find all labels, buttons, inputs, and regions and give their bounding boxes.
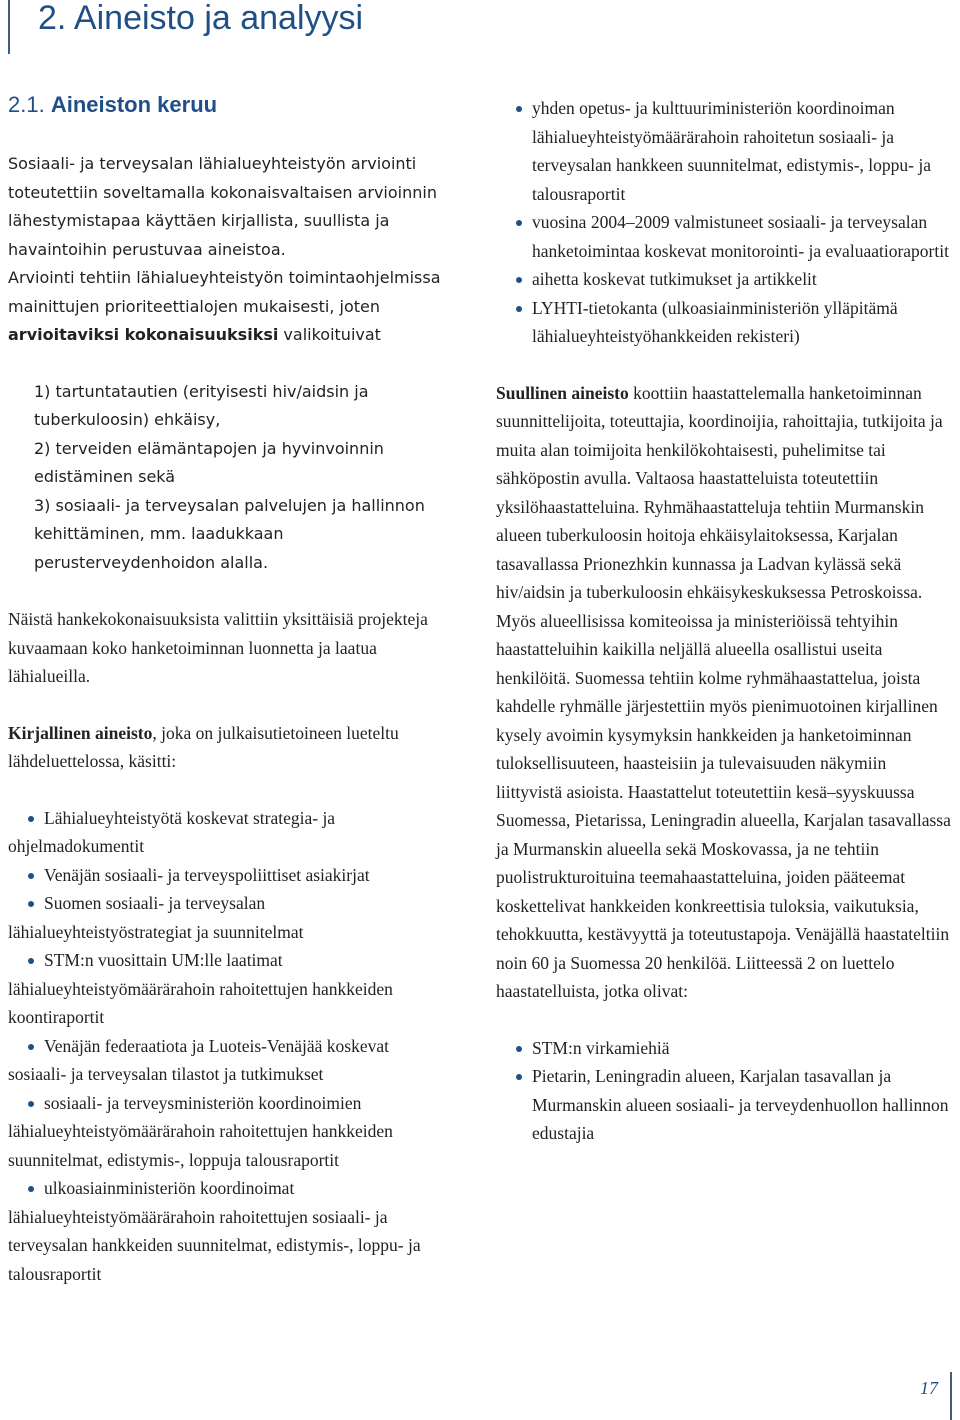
bullet-icon [516, 306, 522, 312]
bullet-icon [28, 1186, 34, 1192]
list-item: Venäjän sosiaali- ja terveyspoliittiset asiakirjat [8, 861, 448, 890]
right-column [496, 94, 956, 1148]
priority-list [34, 378, 448, 578]
section-name: Aineiston keruu [50, 92, 218, 117]
paragraph-2: Arviointi tehtiin lähialueyhteistyön toimintaohjelmissa mainittujen prioriteettialojen mukaisesti, joten arvioitaviksi kokonaisuuksiksi valikoituivat [8, 268, 441, 344]
list-item: aihetta koskevat tutkimukset ja artikkelit [496, 265, 956, 294]
list-item: Lähialueyhteistyötä koskevat strategia- ja ohjelmadokumentit [8, 807, 336, 856]
list-item: ulkoasiainministeriön koordinoimat lähialueyhteistyömäärärahoin rahoitettujen sosiaali- ja terveysalan hankkeiden suunnitelmat, edistymis-, loppu- ja talousraportit [8, 1178, 421, 1284]
list-item: 2) terveiden elämäntapojen ja hyvinvoinnin edistäminen sekä [34, 438, 384, 486]
bullet-icon [28, 958, 34, 964]
bullet-icon [28, 1044, 34, 1050]
page-number-rule [950, 1372, 952, 1420]
list-item: Pietarin, Leningradin alueen, Karjalan tasavallan ja Murmanskin alueen sosiaali- ja terveydenhuollon hallinnon edustajia [496, 1062, 956, 1148]
bullet-icon [516, 1074, 522, 1080]
written-material-list-cont [496, 94, 956, 351]
paragraph-4: Kirjallinen aineisto, joka on julkaisutietoineen lueteltu lähdeluettelossa, käsitti: [8, 722, 399, 771]
list-item: vuosina 2004–2009 valmistuneet sosiaali- ja terveysalan hanketoimintaa koskevat monitorointi- ja evaluaatioraportit [496, 208, 956, 265]
list-item: Venäjän federaatiota ja Luoteis-Venäjää koskevat sosiaali- ja terveysalan tilastot ja tutkimukset [8, 1035, 389, 1084]
left-column [8, 150, 448, 1288]
written-material-list [8, 804, 448, 1289]
list-item: LYHTI-tietokanta (ulkoasiainministeriön ylläpitämä lähialueyhteistyöhankkeiden rekisteri) [496, 294, 956, 351]
bullet-icon [28, 901, 34, 907]
chapter-title: 2. Aineisto ja analyysi [38, 0, 364, 37]
left-margin-rule [8, 0, 10, 54]
bullet-icon [28, 873, 34, 879]
paragraph-3: Näistä hankekokonaisuuksista valittiin yksittäisiä projekteja kuvaamaan koko hanketoiminnan luonnetta ja laatua lähialueilla. [8, 609, 428, 686]
bullet-icon [516, 106, 522, 112]
bullet-icon [28, 816, 34, 822]
page-number: 17 [920, 1378, 938, 1398]
bullet-icon [516, 220, 522, 226]
list-item: STM:n vuosittain UM:lle laatimat lähialueyhteistyömäärärahoin rahoitettujen hankkeiden koontiraportit [8, 950, 393, 1027]
list-item: 3) sosiaali- ja terveysalan palvelujen ja hallinnon kehittäminen, mm. laadukkaan perusterveydenhoidon alalla. [34, 495, 425, 572]
section-number: 2.1. [8, 92, 45, 117]
list-item: Suomen sosiaali- ja terveysalan lähialueyhteistyöstrategiat ja suunnitelmat [8, 893, 304, 942]
oral-material-paragraph: Suullinen aineisto koottiin haastattelemalla hanketoiminnan suunnittelijoita, toteuttajia, koordinoijia, rahoittajia, tutkijoita ja muita alan toimijoita henkilökohtaisesti, puhelimitse tai sähköpostin avulla. Valtaosa haastatteluista toteutettiin yksilöhaastatteluina. Ryhmähaastatteluja tehtiin Murmanskin alueen tuberkuloosin hoitoja ehkäisylaitoksessa, Karjalan tasavallassa Prionezhkin kunnassa ja Ladvan kylässä sekä hiv/aidsin ja tuberkuloosin ehkäisykeskuksessa Petroskoissa. Myös alueellisissa komiteoissa ja ministeriöissä tehtyihin haastatteluihin kaikilla neljällä alueella osallistui useita henkilöitä. Suomessa tehtiin kolme ryhmähaastattelua, joista kahdelle ryhmälle järjestettiin myös pienimuotoinen kirjallinen kysely avoimin kysymyksin hankkeiden ja hanketoiminnan tuloksellisuuteen, haasteisiin ja tulevaisuuden näkymiin liittyvistä asioista. Haastattelut toteutettiin kesä–syyskuussa Suomessa, Pietarissa, Leningradin alueella, Karjalan tasavallassa ja Murmanskin alueella sekä Moskovassa, ja ne tehtiin puolistrukturoituina teemahaastatteluina, joiden pääteemat koskettelivat hankkeiden konkreettisia tuloksia, vaikutuksia, tehokkuutta, kestävyyttä ja toteutustapoja. Venäjällä haastateltiin noin 60 ja Suomessa 20 henkilöä. Liitteessä 2 on luettelo haastatelluista, jotka olivat: [496, 382, 951, 1001]
list-item: STM:n virkamiehiä [496, 1034, 956, 1063]
list-item: 1) tartuntatautien (erityisesti hiv/aidsin ja tuberkuloosin) ehkäisy, [34, 381, 369, 429]
interviewee-list [496, 1034, 956, 1148]
list-item: sosiaali- ja terveysministeriön koordinoimien lähialueyhteistyömäärärahoin rahoitettujen hankkeiden suunnitelmat, edistymis-, loppuja talousraportit [8, 1092, 393, 1170]
bullet-icon [516, 277, 522, 283]
bullet-icon [28, 1101, 34, 1107]
section-title [8, 90, 217, 120]
intro-paragraph: Sosiaali- ja terveysalan lähialueyhteistyön arviointi toteutettiin soveltamalla kokonaisvaltaisen arvioinnin lähestymistapaa käyttäen kirjallista, suullista ja havaintoihin perustuvaa aineistoa. [8, 154, 437, 259]
list-item: yhden opetus- ja kulttuuriministeriön koordinoiman lähialueyhteistyömäärärahoin rahoitetun sosiaali- ja terveysalan hankkeen suunnitelmat, edistymis-, loppu- ja talousraportit [496, 94, 956, 208]
bullet-icon [516, 1046, 522, 1052]
